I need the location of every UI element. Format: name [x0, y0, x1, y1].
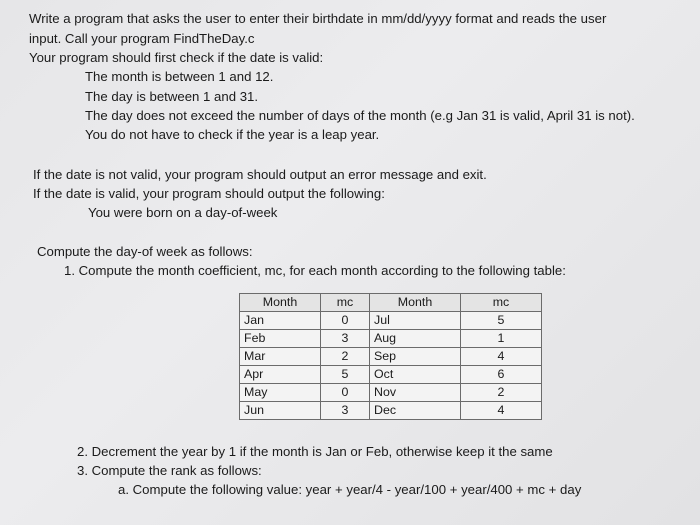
table-cell: 4: [461, 402, 542, 420]
table-row: [240, 402, 542, 420]
text-line: 1. Compute the month coefficient, mc, for each month according to the following table:: [64, 263, 566, 278]
table-cell: Feb: [240, 330, 321, 348]
table-cell: Jul: [370, 312, 461, 330]
table-header-row: [240, 294, 542, 312]
table-cell: 2: [461, 384, 542, 402]
table-cell: 3: [321, 402, 370, 420]
table-cell: Jun: [240, 402, 321, 420]
text-line: input. Call your program FindTheDay.c: [29, 31, 255, 46]
table-row: [240, 330, 542, 348]
table-cell: 2: [321, 348, 370, 366]
text-line: a. Compute the following value: year + year/4 - year/100 + year/400 + mc + day: [118, 482, 582, 497]
text-line: 2. Decrement the year by 1 if the month is Jan or Feb, otherwise keep it the same: [77, 444, 553, 459]
text-line: The day does not exceed the number of days of the month (e.g Jan 31 is valid, April 31 is not).: [85, 108, 635, 123]
table-row: [240, 366, 542, 384]
text-line: 3. Compute the rank as follows:: [77, 463, 262, 478]
text-line: Your program should first check if the date is valid:: [29, 50, 324, 65]
text-line: You were born on a day-of-week: [88, 205, 278, 220]
table-row: [240, 312, 542, 330]
table-header-cell: mc: [461, 294, 542, 312]
table-row: [240, 384, 542, 402]
table-cell: 6: [461, 366, 542, 384]
table-cell: Sep: [370, 348, 461, 366]
table-cell: Dec: [370, 402, 461, 420]
table-header-cell: Month: [240, 294, 321, 312]
text-line: You do not have to check if the year is a leap year.: [85, 127, 380, 142]
table-cell: Nov: [370, 384, 461, 402]
table-cell: 0: [321, 312, 370, 330]
table-row: [240, 348, 542, 366]
text-line: Write a program that asks the user to enter their birthdate in mm/dd/yyyy format and reads the user: [29, 11, 607, 26]
text-line: The month is between 1 and 12.: [85, 69, 274, 84]
table-cell: Aug: [370, 330, 461, 348]
text-line: The day is between 1 and 31.: [85, 89, 259, 104]
table-cell: Oct: [370, 366, 461, 384]
table-header-cell: mc: [321, 294, 370, 312]
month-coefficient-table: [239, 293, 542, 420]
text-line: If the date is not valid, your program should output an error message and exit.: [33, 167, 487, 182]
table-cell: Apr: [240, 366, 321, 384]
text-line: Compute the day-of week as follows:: [37, 244, 253, 259]
table-cell: 5: [461, 312, 542, 330]
text-line: If the date is valid, your program should output the following:: [33, 186, 385, 201]
table-cell: May: [240, 384, 321, 402]
table-cell: 0: [321, 384, 370, 402]
table-header-cell: Month: [370, 294, 461, 312]
table-cell: 4: [461, 348, 542, 366]
table-cell: Jan: [240, 312, 321, 330]
table-cell: Mar: [240, 348, 321, 366]
table-cell: 1: [461, 330, 542, 348]
table-cell: 3: [321, 330, 370, 348]
table-cell: 5: [321, 366, 370, 384]
